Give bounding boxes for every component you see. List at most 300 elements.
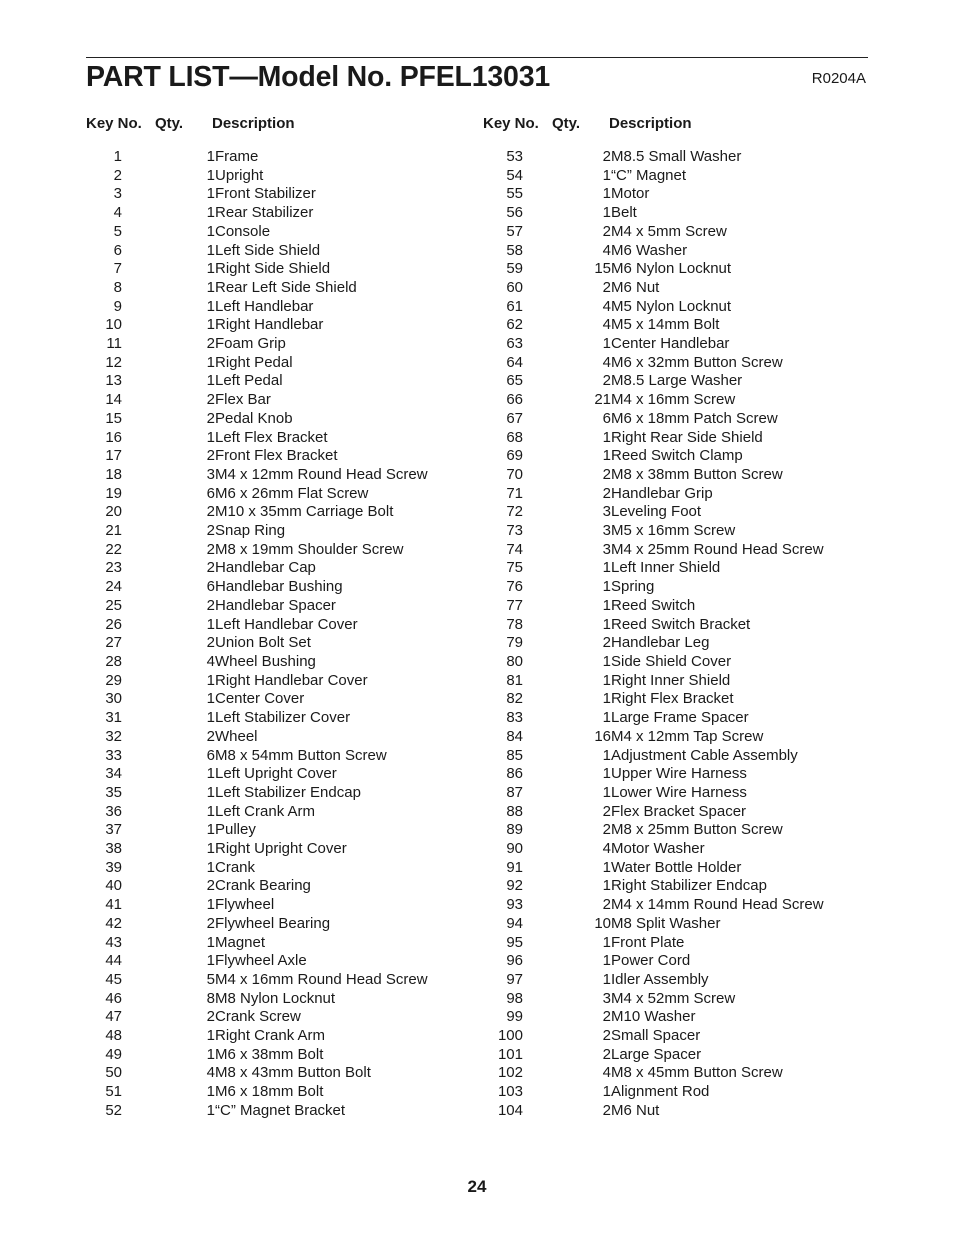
part-key-no: 35 (105, 783, 122, 801)
part-spacer (523, 840, 564, 859)
part-description: Left Handlebar Cover (215, 615, 358, 633)
part-spacer (122, 466, 174, 485)
part-row (490, 896, 851, 915)
part-row (100, 167, 455, 186)
left-header-description: Description (212, 115, 295, 132)
part-description: Reed Switch Bracket (611, 615, 751, 633)
part-description: Water Bottle Holder (611, 858, 742, 876)
part-key-no: 104 (497, 1101, 523, 1119)
part-description: M4 x 14mm Round Head Screw (611, 896, 824, 914)
part-spacer (122, 1083, 174, 1102)
part-spacer (122, 821, 174, 840)
part-key-no: 7 (113, 260, 122, 278)
part-description: M4 x 16mm Round Head Screw (215, 970, 428, 988)
parts-table-left (100, 148, 455, 1121)
part-description: Upright (215, 166, 264, 184)
part-qty: 2 (602, 896, 611, 914)
part-qty: 4 (602, 840, 611, 858)
part-description: M8 x 54mm Button Screw (215, 746, 387, 764)
part-spacer (523, 803, 564, 822)
part-description: M5 x 16mm Screw (611, 522, 736, 540)
part-key-no: 9 (113, 297, 122, 315)
part-spacer (523, 1046, 564, 1065)
part-description: Motor (611, 185, 650, 203)
part-row (100, 1046, 455, 1065)
part-description: M8 Nylon Locknut (215, 989, 336, 1007)
part-qty: 1 (206, 1101, 215, 1119)
part-description: M6 Nylon Locknut (611, 260, 732, 278)
part-key-no: 77 (506, 596, 523, 614)
part-spacer (122, 672, 174, 691)
part-row (100, 260, 455, 279)
part-spacer (523, 1083, 564, 1102)
part-description: Left Side Shield (215, 241, 321, 259)
part-row (490, 990, 851, 1009)
part-spacer (523, 260, 564, 279)
part-description: Alignment Rod (611, 1083, 710, 1101)
part-description: Crank Screw (215, 1008, 301, 1026)
part-key-no: 14 (105, 391, 122, 409)
part-row (490, 672, 851, 691)
part-row (490, 354, 851, 373)
part-key-no: 62 (506, 316, 523, 334)
part-row (100, 1102, 455, 1121)
part-key-no: 74 (506, 540, 523, 558)
part-spacer (122, 503, 174, 522)
part-key-no: 100 (497, 1027, 523, 1045)
part-row (100, 242, 455, 261)
part-row (100, 1064, 455, 1083)
part-description: Power Cord (611, 952, 691, 970)
part-description: Snap Ring (215, 522, 286, 540)
part-description: Large Frame Spacer (611, 709, 749, 727)
part-spacer (523, 522, 564, 541)
part-spacer (523, 354, 564, 373)
part-key-no: 68 (506, 428, 523, 446)
part-key-no: 91 (506, 858, 523, 876)
part-key-no: 96 (506, 952, 523, 970)
part-key-no: 88 (506, 802, 523, 820)
part-key-no: 76 (506, 578, 523, 596)
part-description: Left Stabilizer Endcap (215, 783, 361, 801)
part-qty: 1 (602, 335, 611, 353)
part-row (100, 765, 455, 784)
part-row (100, 559, 455, 578)
parts-table-right-body (490, 148, 851, 1121)
part-spacer (122, 485, 174, 504)
part-key-no: 59 (506, 260, 523, 278)
part-row (100, 934, 455, 953)
part-qty: 1 (602, 858, 611, 876)
part-row (490, 298, 851, 317)
part-description: Handlebar Grip (611, 484, 713, 502)
part-key-no: 86 (506, 765, 523, 783)
part-qty: 2 (206, 447, 215, 465)
part-spacer (122, 541, 174, 560)
part-spacer (523, 1008, 564, 1027)
part-description: Left Upright Cover (215, 765, 337, 783)
part-description: M6 x 32mm Button Screw (611, 353, 783, 371)
part-description: Handlebar Spacer (215, 596, 336, 614)
part-row (100, 223, 455, 242)
part-description: Left Flex Bracket (215, 428, 328, 446)
part-key-no: 60 (506, 278, 523, 296)
part-spacer (523, 634, 564, 653)
part-key-no: 50 (105, 1064, 122, 1082)
part-key-no: 17 (105, 447, 122, 465)
part-spacer (122, 653, 174, 672)
part-description: M4 x 25mm Round Head Screw (611, 540, 824, 558)
part-qty: 1 (602, 559, 611, 577)
part-spacer (122, 242, 174, 261)
part-description: Right Stabilizer Endcap (611, 877, 767, 895)
part-spacer (122, 522, 174, 541)
part-qty: 1 (602, 709, 611, 727)
part-row (100, 204, 455, 223)
part-qty: 1 (602, 671, 611, 689)
part-row (100, 335, 455, 354)
part-qty: 2 (602, 1101, 611, 1119)
part-spacer (122, 279, 174, 298)
part-description: Union Bolt Set (215, 634, 311, 652)
part-description: M6 Washer (611, 241, 688, 259)
part-spacer (122, 803, 174, 822)
part-qty: 1 (206, 1083, 215, 1101)
part-key-no: 66 (506, 391, 523, 409)
part-description: Left Inner Shield (611, 559, 721, 577)
document-code: R0204A (811, 70, 866, 87)
part-spacer (122, 1064, 174, 1083)
part-row (490, 429, 851, 448)
part-key-no: 94 (506, 914, 523, 932)
left-header-qty: Qty. (155, 115, 184, 132)
part-key-no: 67 (506, 409, 523, 427)
part-key-no: 45 (105, 970, 122, 988)
part-key-no: 2 (113, 166, 122, 184)
part-key-no: 39 (105, 858, 122, 876)
part-key-no: 33 (105, 746, 122, 764)
part-row (490, 185, 851, 204)
part-row (490, 709, 851, 728)
part-description: Handlebar Leg (611, 634, 710, 652)
part-description: “C” Magnet (611, 166, 687, 184)
part-spacer (523, 429, 564, 448)
part-row (490, 148, 851, 167)
part-qty: 6 (206, 578, 215, 596)
part-qty: 2 (602, 1045, 611, 1063)
part-row (490, 541, 851, 560)
part-qty: 4 (206, 652, 215, 670)
part-key-no: 43 (105, 933, 122, 951)
part-key-no: 3 (113, 185, 122, 203)
part-row (100, 784, 455, 803)
part-row (490, 410, 851, 429)
part-description: M8 x 45mm Button Screw (611, 1064, 783, 1082)
page-number: 24 (467, 1177, 487, 1196)
part-key-no: 65 (506, 372, 523, 390)
part-row (100, 1008, 455, 1027)
part-spacer (523, 559, 564, 578)
part-spacer (523, 391, 564, 410)
part-spacer (523, 747, 564, 766)
part-row (100, 503, 455, 522)
part-description: Side Shield Cover (611, 652, 732, 670)
part-spacer (523, 167, 564, 186)
part-row (490, 690, 851, 709)
part-qty: 1 (206, 933, 215, 951)
part-row (100, 690, 455, 709)
part-spacer (523, 971, 564, 990)
part-row (100, 466, 455, 485)
part-key-no: 42 (105, 914, 122, 932)
part-qty: 2 (602, 222, 611, 240)
part-qty: 21 (594, 391, 611, 409)
part-key-no: 80 (506, 652, 523, 670)
part-key-no: 10 (105, 316, 122, 334)
part-qty: 1 (206, 821, 215, 839)
part-row (490, 559, 851, 578)
part-qty: 1 (206, 260, 215, 278)
part-key-no: 29 (105, 671, 122, 689)
part-qty: 1 (206, 671, 215, 689)
part-qty: 1 (602, 652, 611, 670)
part-spacer (523, 728, 564, 747)
part-spacer (122, 223, 174, 242)
part-description: Right Side Shield (215, 260, 331, 278)
part-spacer (122, 1008, 174, 1027)
part-description: Handlebar Bushing (215, 578, 343, 596)
part-key-no: 53 (506, 148, 523, 165)
part-row (490, 167, 851, 186)
part-qty: 1 (602, 428, 611, 446)
part-spacer (122, 1102, 174, 1121)
part-spacer (122, 784, 174, 803)
part-description: Right Upright Cover (215, 840, 347, 858)
part-key-no: 90 (506, 840, 523, 858)
part-spacer (523, 316, 564, 335)
part-spacer (523, 279, 564, 298)
part-qty: 1 (602, 952, 611, 970)
part-key-no: 93 (506, 896, 523, 914)
part-row (490, 522, 851, 541)
part-description: Lower Wire Harness (611, 783, 747, 801)
part-qty: 5 (206, 970, 215, 988)
part-qty: 2 (206, 391, 215, 409)
part-row (490, 616, 851, 635)
part-qty: 1 (206, 1045, 215, 1063)
part-row (490, 597, 851, 616)
part-spacer (122, 634, 174, 653)
part-key-no: 22 (105, 540, 122, 558)
part-description: M8 x 38mm Button Screw (611, 465, 783, 483)
part-row (100, 354, 455, 373)
part-row (100, 148, 455, 167)
part-spacer (523, 578, 564, 597)
part-qty: 1 (602, 765, 611, 783)
part-description: Foam Grip (215, 335, 286, 353)
part-description: Right Rear Side Shield (611, 428, 763, 446)
part-qty: 2 (206, 335, 215, 353)
part-description: Wheel Bushing (215, 652, 316, 670)
part-key-no: 44 (105, 952, 122, 970)
part-key-no: 101 (497, 1045, 523, 1063)
part-description: Large Spacer (611, 1045, 702, 1063)
part-spacer (122, 952, 174, 971)
part-row (100, 877, 455, 896)
part-key-no: 32 (105, 727, 122, 745)
part-key-no: 82 (506, 690, 523, 708)
part-qty: 4 (206, 1064, 215, 1082)
parts-table-left-body (100, 148, 455, 1121)
part-row (100, 915, 455, 934)
part-qty: 2 (206, 503, 215, 521)
part-description: M6 Nut (611, 278, 660, 296)
part-description: Wheel (215, 727, 258, 745)
part-description: Front Plate (611, 933, 685, 951)
part-row (490, 840, 851, 859)
part-description: M6 x 26mm Flat Screw (215, 484, 369, 502)
part-description: Left Crank Arm (215, 802, 316, 820)
part-qty: 2 (206, 914, 215, 932)
part-description: Pulley (215, 821, 256, 839)
part-spacer (122, 429, 174, 448)
part-row (490, 466, 851, 485)
part-description: Handlebar Cap (215, 559, 316, 577)
part-key-no: 13 (105, 372, 122, 390)
part-spacer (523, 990, 564, 1009)
part-row (100, 859, 455, 878)
part-key-no: 20 (105, 503, 122, 521)
part-description: Crank (215, 858, 256, 876)
part-description: M10 Washer (611, 1008, 696, 1026)
part-qty: 1 (602, 783, 611, 801)
part-key-no: 8 (113, 278, 122, 296)
part-qty: 3 (602, 503, 611, 521)
part-key-no: 63 (506, 335, 523, 353)
part-spacer (523, 672, 564, 691)
part-description: Center Handlebar (611, 335, 730, 353)
part-row (490, 1027, 851, 1046)
part-qty: 1 (206, 185, 215, 203)
part-description: M4 x 16mm Screw (611, 391, 736, 409)
part-key-no: 6 (113, 241, 122, 259)
part-row (100, 990, 455, 1009)
part-qty: 1 (602, 1083, 611, 1101)
part-key-no: 46 (105, 989, 122, 1007)
part-qty: 1 (206, 353, 215, 371)
part-description: Belt (611, 204, 637, 222)
part-spacer (122, 354, 174, 373)
part-qty: 1 (602, 578, 611, 596)
part-key-no: 11 (106, 335, 122, 353)
part-description: Flex Bracket Spacer (611, 802, 747, 820)
part-description: M6 x 18mm Bolt (215, 1083, 324, 1101)
part-spacer (523, 859, 564, 878)
part-row (100, 634, 455, 653)
part-key-no: 36 (105, 802, 122, 820)
part-spacer (523, 934, 564, 953)
part-key-no: 49 (105, 1045, 122, 1063)
part-row (100, 747, 455, 766)
part-spacer (523, 242, 564, 261)
part-key-no: 103 (497, 1083, 523, 1101)
part-qty: 1 (206, 204, 215, 222)
part-qty: 4 (602, 316, 611, 334)
part-key-no: 16 (105, 428, 122, 446)
part-qty: 1 (206, 858, 215, 876)
part-qty: 2 (206, 559, 215, 577)
part-description: Magnet (215, 933, 266, 951)
part-description: M4 x 12mm Round Head Screw (215, 465, 428, 483)
part-qty: 2 (206, 540, 215, 558)
part-key-no: 37 (105, 821, 122, 839)
part-key-no: 40 (105, 877, 122, 895)
part-spacer (122, 335, 174, 354)
part-qty: 1 (602, 933, 611, 951)
part-key-no: 95 (506, 933, 523, 951)
part-qty: 2 (206, 409, 215, 427)
part-spacer (122, 690, 174, 709)
part-row (100, 672, 455, 691)
part-spacer (122, 915, 174, 934)
part-description: Left Pedal (215, 372, 283, 390)
part-qty: 3 (602, 540, 611, 558)
part-row (100, 578, 455, 597)
part-description: Reed Switch (611, 596, 696, 614)
part-key-no: 28 (105, 652, 122, 670)
part-spacer (122, 167, 174, 186)
part-spacer (523, 653, 564, 672)
part-qty: 1 (602, 615, 611, 633)
part-row (100, 709, 455, 728)
part-row (100, 1027, 455, 1046)
part-description: M8 x 43mm Button Bolt (215, 1064, 371, 1082)
part-spacer (122, 204, 174, 223)
part-key-no: 18 (105, 465, 122, 483)
part-qty: 1 (602, 166, 611, 184)
part-qty: 4 (602, 297, 611, 315)
part-row (100, 429, 455, 448)
part-description: “C” Magnet Bracket (215, 1101, 346, 1119)
part-spacer (122, 372, 174, 391)
part-key-no: 89 (506, 821, 523, 839)
part-key-no: 26 (105, 615, 122, 633)
part-row (490, 877, 851, 896)
part-description: M6 x 38mm Bolt (215, 1045, 324, 1063)
part-key-no: 21 (105, 522, 122, 540)
part-key-no: 12 (105, 353, 122, 371)
part-spacer (122, 1027, 174, 1046)
part-description: Left Stabilizer Cover (215, 709, 351, 727)
part-spacer (122, 709, 174, 728)
part-qty: 1 (206, 222, 215, 240)
part-key-no: 83 (506, 709, 523, 727)
part-key-no: 85 (506, 746, 523, 764)
part-description: Left Handlebar (215, 297, 314, 315)
part-row (490, 223, 851, 242)
part-row (490, 784, 851, 803)
part-qty: 1 (206, 297, 215, 315)
part-description: M8 x 25mm Button Screw (611, 821, 783, 839)
part-key-no: 79 (506, 634, 523, 652)
part-key-no: 25 (105, 596, 122, 614)
part-description: M8 x 19mm Shoulder Screw (215, 540, 404, 558)
part-spacer (122, 616, 174, 635)
part-spacer (122, 298, 174, 317)
part-qty: 2 (602, 278, 611, 296)
part-spacer (523, 372, 564, 391)
part-description: M8.5 Small Washer (611, 148, 742, 165)
